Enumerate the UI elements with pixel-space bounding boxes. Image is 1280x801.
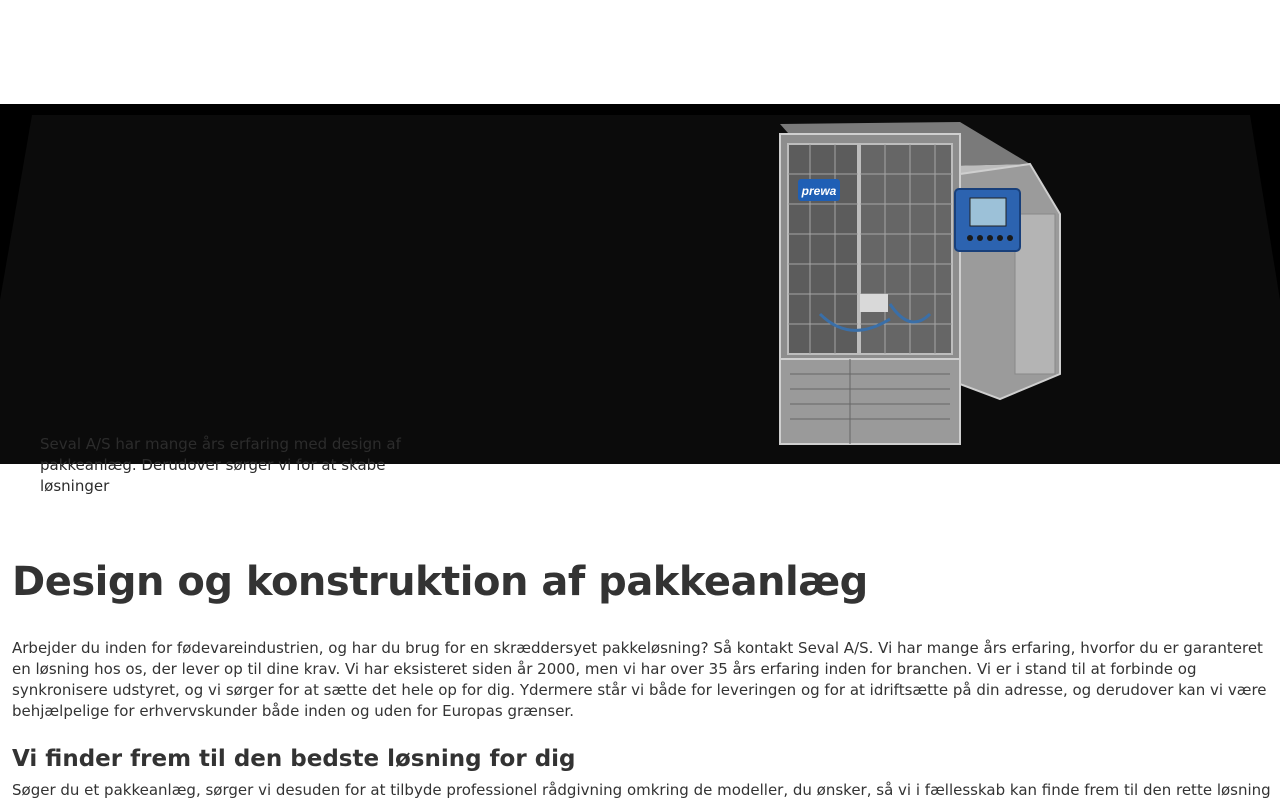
main-content — [0, 558, 1280, 801]
intro-paragraph: Arbejder du inden for fødevareindustrien, og har du brug for en skræddersyet pakkeløsning? Så kontakt Seval A/S. Vi har mange års erfaring, hvorfor du er garanteret en løsning hos os, der lever op til dine krav. Vi har eksisteret siden år 2000, men vi har over 35 års erfaring inden for branchen. Vi er i stand til at forbinde og synkronisere udstyret, og vi sørger for at sætte det hele op for dig. Ydermere står vi både for leveringen og for at idriftsætte på din adresse, og derudover kan vi være behjælpelige for erhvervskunder både inden og uden for Europas grænser. — [12, 639, 1267, 720]
machine-brand-label: prewa — [801, 184, 837, 198]
hero-banner — [0, 104, 1280, 495]
hero-intro-text: Seval A/S har mange års erfaring med design af pakkeanlæg. Derudover sørger vi for at skabe løsninger — [40, 435, 401, 495]
site-header — [0, 0, 1280, 104]
control-screen — [970, 198, 1006, 226]
section-paragraph: Søger du et pakkeanlæg, sørger vi desuden for at tilbyde professionel rådgivning omkring de modeller, du ønsker, så vi i fællesskab kan finde frem til den rette løsning — [12, 781, 1271, 799]
machine-base — [780, 359, 960, 444]
section-subtitle: Vi finder frem til den bedste løsning for dig — [12, 746, 576, 772]
packaging-machine-image — [760, 114, 1065, 454]
page-title: Design og konstruktion af pakkeanlæg — [12, 559, 868, 605]
